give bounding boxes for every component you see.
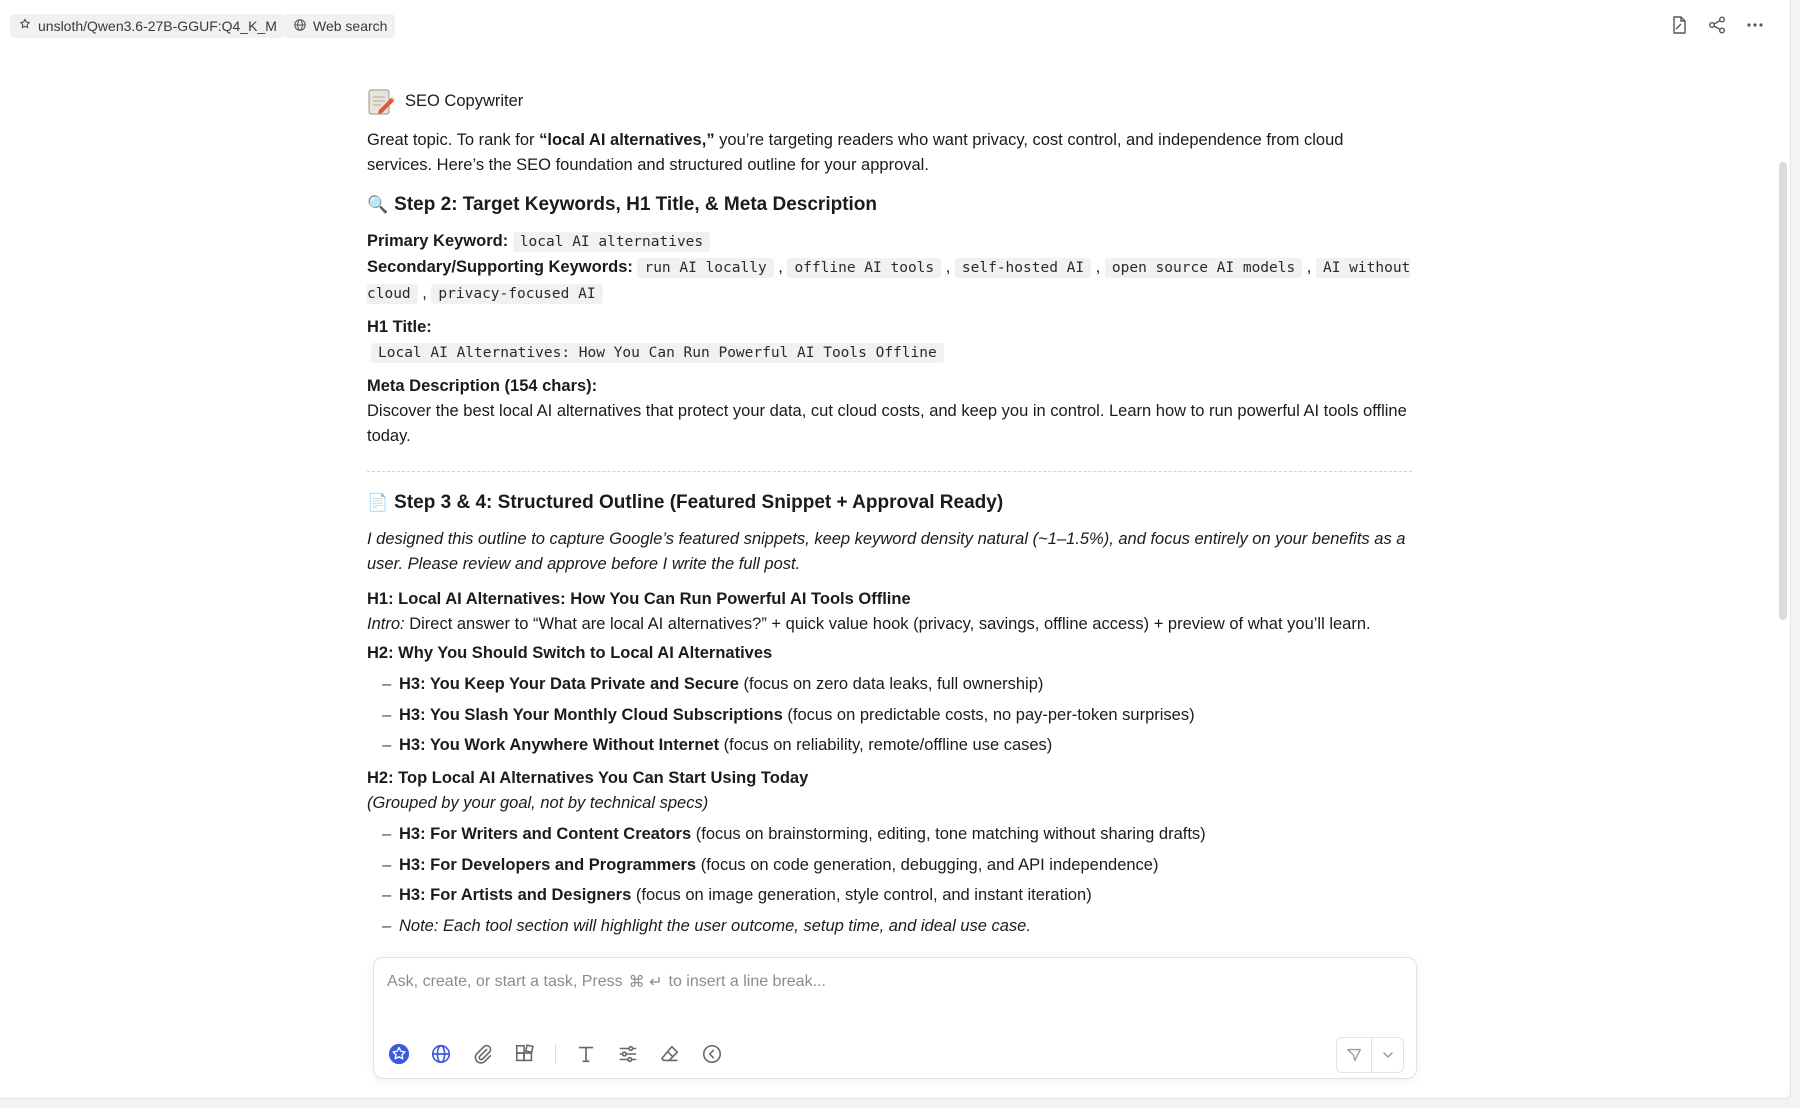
magnifier-icon: 🔍 [367, 195, 389, 214]
outline-h1: H1: Local AI Alternatives: How You Can Run Powerful AI Tools Offline Intro: Direct answer to “What are local AI alternatives?” + quick value hook (privacy, savings, offline access) + preview of what you’ll learn. [367, 590, 1371, 633]
paperclip-icon[interactable] [471, 1042, 495, 1066]
model-icon [18, 18, 32, 35]
list-item: – H3: For Writers and Content Creators (focus on brainstorming, editing, tone matching without sharing drafts) [382, 822, 1412, 847]
composer-input[interactable]: Ask, create, or start a task, Press ⌘ ↵ to insert a line break... [387, 973, 826, 991]
outline-h2-top-sub: (Grouped by your goal, not by technical specs) [367, 794, 709, 812]
meta-description-block [367, 374, 1412, 449]
top-list [367, 822, 1412, 939]
send-options-chevron-down-icon[interactable] [1372, 1049, 1403, 1061]
list-item: – H3: You Slash Your Monthly Cloud Subscriptions (focus on predictable costs, no pay-per-token surprises) [382, 703, 1412, 728]
h1-title-label: H1 Title: [367, 318, 432, 336]
assistant-name: SEO Copywriter [405, 91, 524, 110]
list-item: – H3: You Work Anywhere Without Internet (focus on reliability, remote/offline use cases) [382, 733, 1412, 758]
notepad-avatar-icon [367, 86, 395, 116]
document-icon: 📄 [367, 493, 389, 512]
web-search-toggle-icon[interactable] [429, 1042, 453, 1066]
export-document-icon[interactable] [1668, 14, 1690, 36]
assistant-header [367, 86, 1412, 116]
list-item: – H3: For Developers and Programmers (focus on code generation, debugging, and API independence) [382, 853, 1412, 878]
more-options-icon[interactable] [1744, 14, 1766, 36]
step2-heading: 🔍 Step 2: Target Keywords, H1 Title, & Meta Description [367, 194, 878, 215]
share-icon[interactable] [1706, 14, 1728, 36]
outline-h2-top: H2: Top Local AI Alternatives You Can Start Using Today [367, 769, 809, 787]
model-selector-chip[interactable] [10, 14, 285, 38]
list-item: – H3: You Keep Your Data Private and Secure (focus on zero data leaks, full ownership) [382, 672, 1412, 697]
primary-keyword-code: local AI alternatives [513, 232, 710, 252]
secondary-keywords-row: Secondary/Supporting Keywords: run AI locally , offline AI tools , self-hosted AI , open source AI models , AI without cloud , privacy-focused AI [367, 258, 1411, 302]
send-control [1336, 1037, 1404, 1073]
message-composer[interactable] [373, 957, 1417, 1079]
list-item: – H3: For Artists and Designers (focus on image generation, style control, and instant iteration) [382, 883, 1412, 908]
sliders-icon[interactable] [616, 1042, 640, 1066]
apps-icon[interactable] [513, 1042, 537, 1066]
divider [367, 471, 1412, 472]
globe-icon [293, 18, 307, 35]
model-name: unsloth/Qwen3.6-27B-GGUF:Q4_K_M [38, 18, 277, 34]
outline-note: I designed this outline to capture Google’s featured snippets, keep keyword density natural (~1–1.5%), and focus entirely on your benefits as a user. Please review and approve before I write the full post. [367, 530, 1406, 573]
secondary-keywords-label: Secondary/Supporting Keywords: [367, 258, 633, 276]
eraser-icon[interactable] [658, 1042, 682, 1066]
toolbar-divider [555, 1044, 556, 1064]
web-search-chip[interactable] [285, 14, 395, 38]
h1-title-code: Local AI Alternatives: How You Can Run Powerful AI Tools Offline [371, 343, 944, 363]
primary-keyword-row [367, 229, 1412, 255]
text-format-icon[interactable] [574, 1042, 598, 1066]
intro-paragraph: Great topic. To rank for “local AI alternatives,” you’re targeting readers who want privacy, cost control, and independence from cloud services. Here’s the SEO foundation and structured outline for your approval. [367, 131, 1344, 174]
outline-h2-why: H2: Why You Should Switch to Local AI Alternatives [367, 644, 773, 662]
list-item: – Note: Each tool section will highlight the user outcome, setup time, and ideal use case. [382, 914, 1412, 939]
send-button[interactable] [1337, 1038, 1372, 1072]
why-list [367, 672, 1412, 758]
step34-heading: 📄 Step 3 & 4: Structured Outline (Featured Snippet + Approval Ready) [367, 492, 1004, 513]
meta-description-label: Meta Description (154 chars): [367, 377, 598, 395]
composer-toolbar [387, 1042, 724, 1066]
back-circle-icon[interactable] [700, 1042, 724, 1066]
web-search-label: Web search [313, 18, 388, 34]
shortcut-keys: ⌘ ↵ [628, 974, 663, 991]
chat-message [367, 86, 1412, 947]
ai-model-icon[interactable] [387, 1042, 411, 1066]
meta-description-text: Discover the best local AI alternatives that protect your data, cut cloud costs, and keep you in control. Learn how to run powerful AI tools offline today. [367, 402, 1407, 445]
h1-title-block [367, 315, 1412, 366]
primary-keyword-label: Primary Keyword: [367, 232, 509, 250]
top-bar [0, 0, 1790, 52]
scrollbar-thumb[interactable] [1779, 162, 1787, 620]
scrollbar[interactable] [1776, 52, 1790, 1098]
